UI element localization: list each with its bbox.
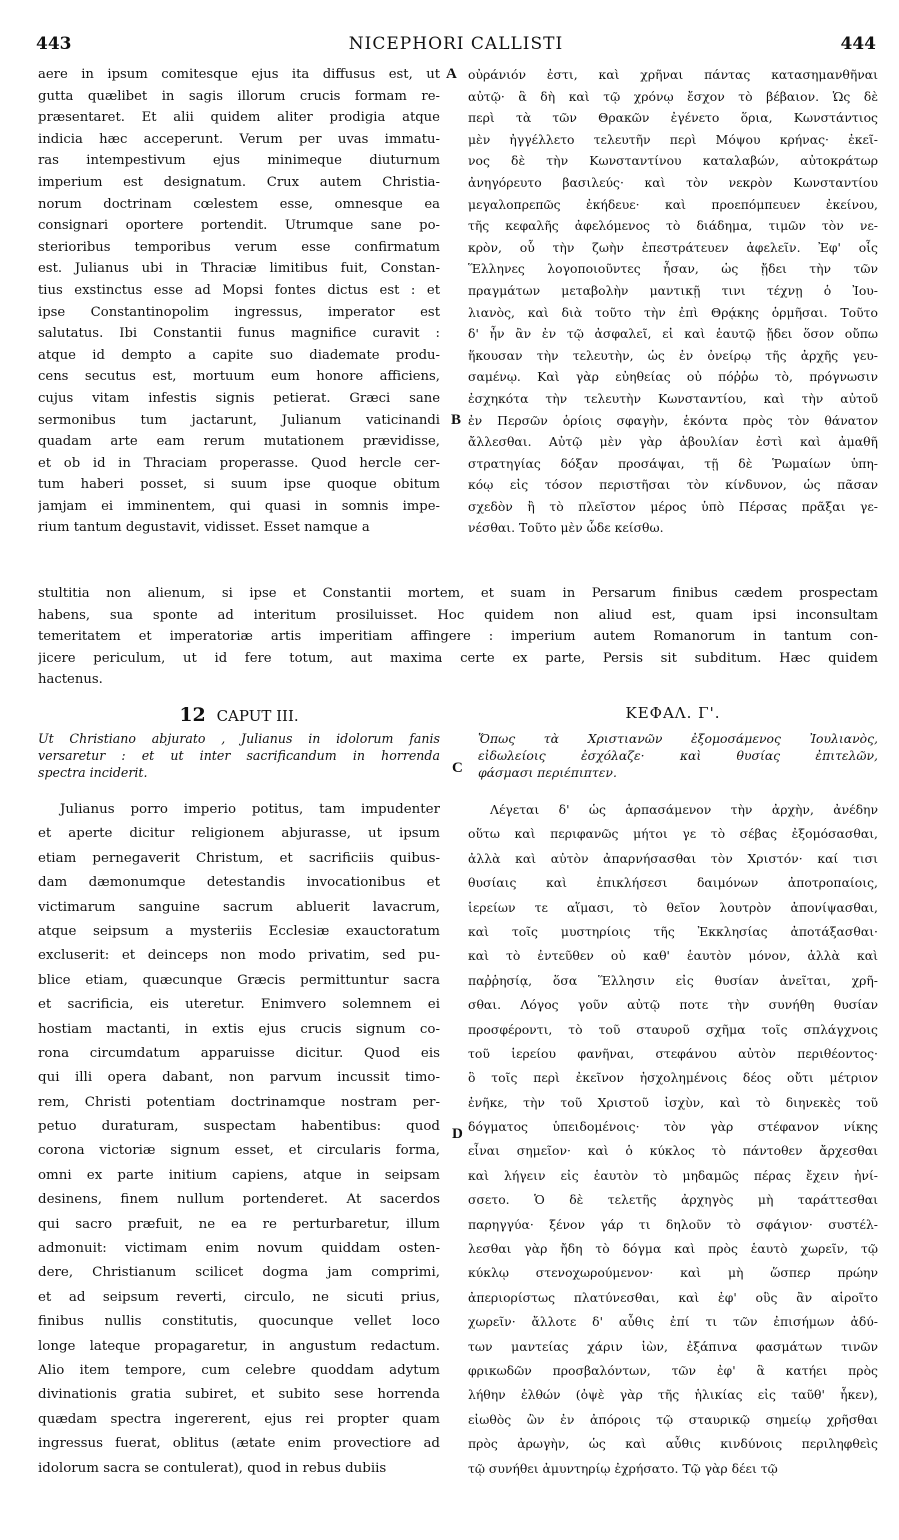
text-line: excluserit: et deinceps non modo privatim, sed pu-	[38, 948, 440, 964]
text-line: κρὸν, οὗ τὴν ζωὴν ἐπεστράτευεν ἀφελεῖν. Ἐφ' οἷς	[468, 239, 878, 255]
running-header	[36, 34, 876, 60]
latin-column-body	[38, 798, 440, 1481]
text-line: σσετο. Ὁ δὲ τελετῆς ἀρχηγὸς μὴ ταράττεσθαι	[468, 1192, 878, 1208]
text-line: λήθην ἐλθών (ὀψὲ γὰρ τῆς ἡλικίας εἰς ταῦθ' ἧκεν),	[468, 1387, 878, 1403]
greek-chapter-heading: ΚΕΦΑΛ. Γ'.	[625, 704, 721, 722]
text-line: omni ex parte initium capiens, atque in seipsam	[38, 1167, 440, 1183]
text-line: νέσθαι. Τοῦτο μὲν ὧδε κείσθω.	[468, 520, 664, 536]
text-line: ἥκουσαν τὴν τελευτὴν, ὡς ἐν ὀνείρῳ τῆς ἀρχῆς γευ-	[468, 347, 878, 363]
text-line: στρατηγίας δόξαν προσάψαι, τῇ δὲ Ῥωμαίων ὑπη-	[468, 455, 878, 471]
text-line: λεσθαι γὰρ ἤδη τὸ δόγμα καὶ πρὸς ἑαυτὸ χωρεῖν, τῷ	[468, 1241, 878, 1257]
text-line: rem, Christi potentiam doctrinamque nostram per-	[38, 1094, 440, 1110]
text-line: salutatus. Ibi Constantii funus magnifice curavit :	[38, 326, 440, 342]
text-line: οὕτω καὶ περιφανῶς μήτοι γε τὸ σέβας ἐξομόσασθαι,	[468, 826, 878, 842]
text-line: habens, sua sponte ad interitum prosiluisset. Hoc quidem non aliud est, quam ipsi inconsultam	[38, 607, 878, 623]
text-line: ἄλλεσθαι. Αὐτῷ μὲν γὰρ ἀβουλίαν ἐστὶ καὶ ἀμαθῆ	[468, 434, 878, 450]
text-line: norum doctrinam cœlestem esse, omnesque ea	[38, 196, 440, 212]
text-line: τοῦ ἱερείου φανῆναι, στεφάνου αὐτὸν περιθέοντος·	[468, 1045, 878, 1061]
text-line: hactenus.	[38, 672, 103, 688]
text-line: Ut Christiano abjurato , Julianus in idolorum fanis	[38, 731, 440, 746]
text-line: καὶ λήγειν εἰς ἑαυτὸν τὸ μηδαμῶς πέρας ἔχειν ἠνί-	[468, 1167, 878, 1183]
text-line: idolorum sacra se contulerat), quod in rebus dubiis	[38, 1460, 387, 1476]
text-line: μὲν ἠγγέλλετο τελευτῆν περὶ Μόψου κρήνας· ἐκεῖ-	[468, 131, 878, 147]
text-line: θυσίαις καὶ ἐπικλήσεσι δαιμόνων ἀποτροπαίοις,	[468, 875, 878, 891]
text-line: Λέγεται δ' ὡς ἁρπασάμενον τὴν ἀρχὴν, ἀνέδην	[490, 802, 878, 817]
text-line: dam dæmonumque detestandis invocationibus et	[38, 875, 440, 891]
chapter-number: 12	[179, 704, 206, 726]
text-line: temeritatem et imperatoriæ artis imperitiam affingere : imperium autem Romanorum in tantum con-	[38, 629, 878, 645]
text-line: quædam spectra ingererent, ejus rei propter quam	[38, 1411, 440, 1427]
text-line: νος δὲ τὴν Κωνσταντίνου καταλαβών, αὐτοκράτωρ	[468, 153, 878, 169]
text-line: Alio item tempore, cum celebre quoddam adytum	[38, 1362, 440, 1378]
text-line: κόῳ εἰς τόσον περιστῆσαι τὸν κίνδυνον, ὡς πᾶσαν	[468, 477, 878, 493]
text-line: blice etiam, quæcunque Græcis permittuntur sacra	[38, 972, 440, 988]
text-line: δ' ἦν ἂν ἐν τῷ ἀσφαλεῖ, εἰ καὶ ἑαυτῷ ᾔδει ὅσον οὔπω	[468, 326, 878, 342]
text-line: jamjam ei imminentem, qui quasi in somnis impe-	[38, 498, 440, 514]
latin-chapter-heading	[38, 704, 440, 726]
text-line: εἰωθὸς ὢν ἐν ἀπόροις τῷ σταυρικῷ σημείῳ χρῆσθαι	[468, 1411, 878, 1427]
margin-marker-a: A	[446, 66, 457, 82]
text-line: etiam pernegaverit Christum, et sacrificiis quibus-	[38, 850, 440, 866]
text-line: σθαι. Λόγος γοῦν αὐτῷ ποτε τὴν συνήθη θυσίαν	[468, 997, 878, 1013]
text-line: rona circumdatum apparuisse dicitur. Quod eis	[38, 1045, 440, 1061]
text-line: et ob id in Thraciam properasse. Quod hercle cer-	[38, 455, 440, 471]
text-line: Ἕλληνες λογοποιοῦντες ἦσαν, ὡς ᾔδει τὴν τῶν	[468, 261, 878, 277]
margin-marker-d: D	[452, 1126, 463, 1142]
text-line: quadam arte eam rerum mutationem prævidisse,	[38, 434, 440, 450]
latin-chapter-summary	[38, 730, 440, 781]
latin-column-top	[38, 64, 440, 539]
text-line: consignari oportere portendit. Utrumque sane po-	[38, 218, 440, 234]
text-line: rium tantum degustavit, vidisset. Esset namque a	[38, 520, 370, 536]
text-line: hostiam mactanti, in extis ejus crucis signum co-	[38, 1021, 440, 1037]
text-line: ἐν Περσῶν ὁρίοις σφαγὴν, ἑκόντα πρὸς τὸν θάνατον	[468, 412, 878, 428]
text-line: et sacrificia, eis uteretur. Enimvero solemnem ei	[38, 997, 440, 1013]
text-line: ras intempestivum ejus minimeque diuturnum	[38, 153, 440, 169]
text-line: est. Julianus ubi in Thraciæ limitibus fuit, Constan-	[38, 261, 440, 277]
text-line: et aperte dicitur religionem abjurasse, ut ipsum	[38, 826, 440, 842]
text-line: ὃ τοῖς περὶ ἐκεῖνον ἠσχολημένοις δέος οὔτι μέτριον	[468, 1070, 878, 1086]
latin-chapter-title: CAPUT III.	[216, 707, 299, 725]
greek-chapter-summary	[478, 730, 878, 781]
text-line: φρικωδῶν προσβαλόντων, τῶν ἐφ' ἃ κατήει πρὸς	[468, 1362, 878, 1378]
text-line: stultitia non alienum, si ipse et Constantii mortem, et suam in Persarum finibus cædem prospectam	[38, 586, 878, 601]
margin-marker-c: C	[452, 760, 463, 776]
text-line: τῷ συνήθει ἀμυντηρίῳ ἐχρήσατο. Τῷ γὰρ δέει τῷ	[468, 1460, 778, 1476]
text-line: victimarum sanguine sacrum abluerit lavacrum,	[38, 899, 440, 915]
text-line: finibus nullis constitutis, quocunque vellet loco	[38, 1314, 440, 1330]
greek-column-body	[468, 798, 878, 1481]
text-line: ἱερείων τε αἵμασι, τὸ θεῖον λουτρὸν ἀπονίψασθαι,	[468, 899, 878, 915]
text-line: φάσμασι περιέπιπτεν.	[478, 765, 617, 780]
text-line: qui illi opera dabant, non parvum incussit timo-	[38, 1070, 440, 1086]
text-line: spectra inciderit.	[38, 765, 148, 780]
text-line: admonuit: victimam enim novum quiddam osten-	[38, 1241, 440, 1257]
text-line: indicia hæc acceperunt. Verum per uvas immatu-	[38, 131, 440, 147]
right-page-number: 444	[840, 34, 876, 54]
text-line: τῆς κεφαλῆς ἀφελόμενος τὸ διάδημα, τιμῶν τὸν νε-	[468, 218, 878, 234]
text-line: dere, Christianum scilicet dogma jam comprimi,	[38, 1265, 440, 1281]
text-line: καὶ τὸ ἐντεῦθεν οὐ καθ' ἑαυτὸν μόνον, ἀλλὰ καὶ	[468, 948, 878, 964]
text-line: σαμένῳ. Καὶ γὰρ εὐηθείας οὐ πόῤῥω τὸ, πρόγνωσιν	[468, 369, 878, 385]
text-line: atque seipsum a mysteriis Ecclesiæ exauctoratum	[38, 923, 440, 939]
text-line: μεγαλοπρεπῶς ἐκήδευε· καὶ προεπόμπευεν ἐκείνου,	[468, 196, 878, 212]
text-line: versaretur : et ut inter sacrificandum in horrenda	[38, 748, 440, 763]
text-line: desinens, finem nullum portenderet. At sacerdos	[38, 1192, 440, 1208]
text-line: ἀπεριορίστως πλατύνεσθαι, καὶ ἐφ' οὓς ἂν αἱροῖτο	[468, 1289, 878, 1305]
text-line: καὶ τοῖς μυστηρίοις τῆς Ἐκκλησίας ἀποτάξασθαι·	[468, 923, 878, 939]
text-line: imperium est designatum. Crux autem Christia-	[38, 174, 440, 190]
text-line: ἀνηγόρευτο βασιλεύς· καὶ τὸν νεκρὸν Κωνσταντίου	[468, 174, 878, 190]
text-line: χωρεῖν· ἄλλοτε δ' αὖθις ἐπί τι τῶν ἐπισήμων ἀδύ-	[468, 1314, 878, 1330]
text-line: aere in ipsum comitesque ejus ita diffusus est, ut	[38, 67, 440, 82]
text-line: σχεδὸν ἢ τὸ πλεῖστον μέρος ὑπὸ Πέρσας πρᾶξαι γε-	[468, 498, 878, 514]
left-page-number: 443	[36, 34, 72, 54]
text-line: divinationis gratia subiret, et subito sese horrenda	[38, 1387, 440, 1403]
text-line: præsentaret. Et alii quidem aliter prodigia atque	[38, 110, 440, 126]
text-line: longe lateque propagaretur, in angustum redactum.	[38, 1338, 440, 1354]
text-line: ἀλλὰ καὶ αὐτὸν ἀπαρνήσασθαι τὸν Χριστόν· καί τισι	[468, 850, 878, 866]
text-line: cujus vitam infestis signis petierat. Græci sane	[38, 390, 440, 406]
text-line: εἶναι σημεῖον· καὶ ὁ κύκλος τὸ πάντοθεν ἄρχεσθαι	[468, 1143, 878, 1159]
text-line: πρὸς ἀρωγὴν, ὡς καὶ αὖθις κινδύνοις περιληφθεὶς	[468, 1436, 878, 1452]
text-line: εἰδωλείοις ἐσχόλαζε· καὶ θυσίας ἐπιτελῶν,	[478, 748, 878, 763]
text-line: ipse Constantinopolim ingressus, imperator est	[38, 304, 440, 320]
text-line: sermonibus tum jactarunt, Julianum vaticinandi	[38, 412, 440, 428]
text-line: cens secutus est, mortuum eum honore afficiens,	[38, 369, 440, 385]
text-line: παῤῥησίᾳ, ὅσα Ἕλλησιν εἰς θυσίαν ἀνεῖται, χρῆ-	[468, 972, 878, 988]
text-line: περὶ τὰ τῶν Θρακῶν ἐγένετο ὅρια, Κωνστάντιος	[468, 110, 878, 126]
text-line: jicere periculum, ut id fere totum, aut maxima certe ex parte, Persis sit subditum. Hæc quidem	[38, 650, 878, 666]
text-line: προσφέροντι, τὸ τοῦ σταυροῦ σχῆμα τοῖς σπλάγχνοις	[468, 1021, 878, 1037]
text-line: atque id dempto a capite suo diademate produ-	[38, 347, 440, 363]
text-line: ἐνῆκε, τὴν τοῦ Χριστοῦ ἰσχὺν, καὶ τὸ διηνεκὲς τοῦ	[468, 1094, 878, 1110]
running-title: NICEPHORI CALLISTI	[348, 34, 564, 54]
text-line: gutta quælibet in sagis illorum crucis formam re-	[38, 88, 440, 104]
text-line: των μαντείας χάριν ἰὼν, ἐξάπινα φασμάτων τινῶν	[468, 1338, 878, 1354]
text-line: οὐράνιόν ἐστι, καὶ χρῆναι πάντας κατασημανθῆναι	[468, 67, 878, 82]
text-line: δόγματος ὑπειδομένοις· τὸν γὰρ στέφανον νίκης	[468, 1119, 878, 1135]
text-line: et ad seipsum reverti, circulo, ne sicuti prius,	[38, 1289, 440, 1305]
text-line: κύκλῳ στενοχωρούμενον· καὶ μὴ ὥσπερ πρώην	[468, 1265, 878, 1281]
greek-column-top	[468, 64, 878, 539]
text-line: Ὅπως τὰ Χριστιανῶν ἐξομοσάμενος Ἰουλιανὸς,	[478, 731, 878, 746]
text-line: ἐσχηκότα τὴν τελευτὴν Κωνσταντίου, καὶ τὴν αὐτοῦ	[468, 390, 878, 406]
text-line: tum haberi posset, si suum ipse quoque obitum	[38, 477, 440, 493]
text-line: λιανὸς, καὶ διὰ τοῦτο τὴν ἐπὶ Θρᾴκης ὁρμῆσαι. Τοῦτο	[468, 304, 878, 320]
text-line: Julianus porro imperio potitus, tam impudenter	[60, 802, 440, 817]
text-line: petuo duraturam, suspectam habentibus: quod	[38, 1119, 440, 1135]
text-line: πραγμάτων μεταβολὴν μαντικῇ τινι τέχνῃ ὁ Ἰου-	[468, 282, 878, 298]
text-line: παρηγγύα· ξένον γάρ τι δηλοῦν τὸ σφάγιον· συστέλ-	[468, 1216, 878, 1232]
text-line: ingressus fuerat, oblitus (ætate enim provectiore ad	[38, 1436, 440, 1452]
text-line: αὐτῷ· ἃ δὴ καὶ τῷ χρόνῳ ἔσχον τὸ βέβαιον. Ὡς δὲ	[468, 88, 878, 104]
latin-full-width-paragraph	[38, 583, 878, 691]
text-line: qui sacro præfuit, ne ea re perturbaretur, illum	[38, 1216, 440, 1232]
text-line: tius exstinctus esse ad Mopsi fontes dictus est : et	[38, 282, 440, 298]
text-line: sterioribus temporibus verum esse confirmatum	[38, 239, 440, 255]
margin-marker-b: B	[451, 412, 462, 428]
text-line: corona victoriæ signum esset, et circularis forma,	[38, 1143, 440, 1159]
